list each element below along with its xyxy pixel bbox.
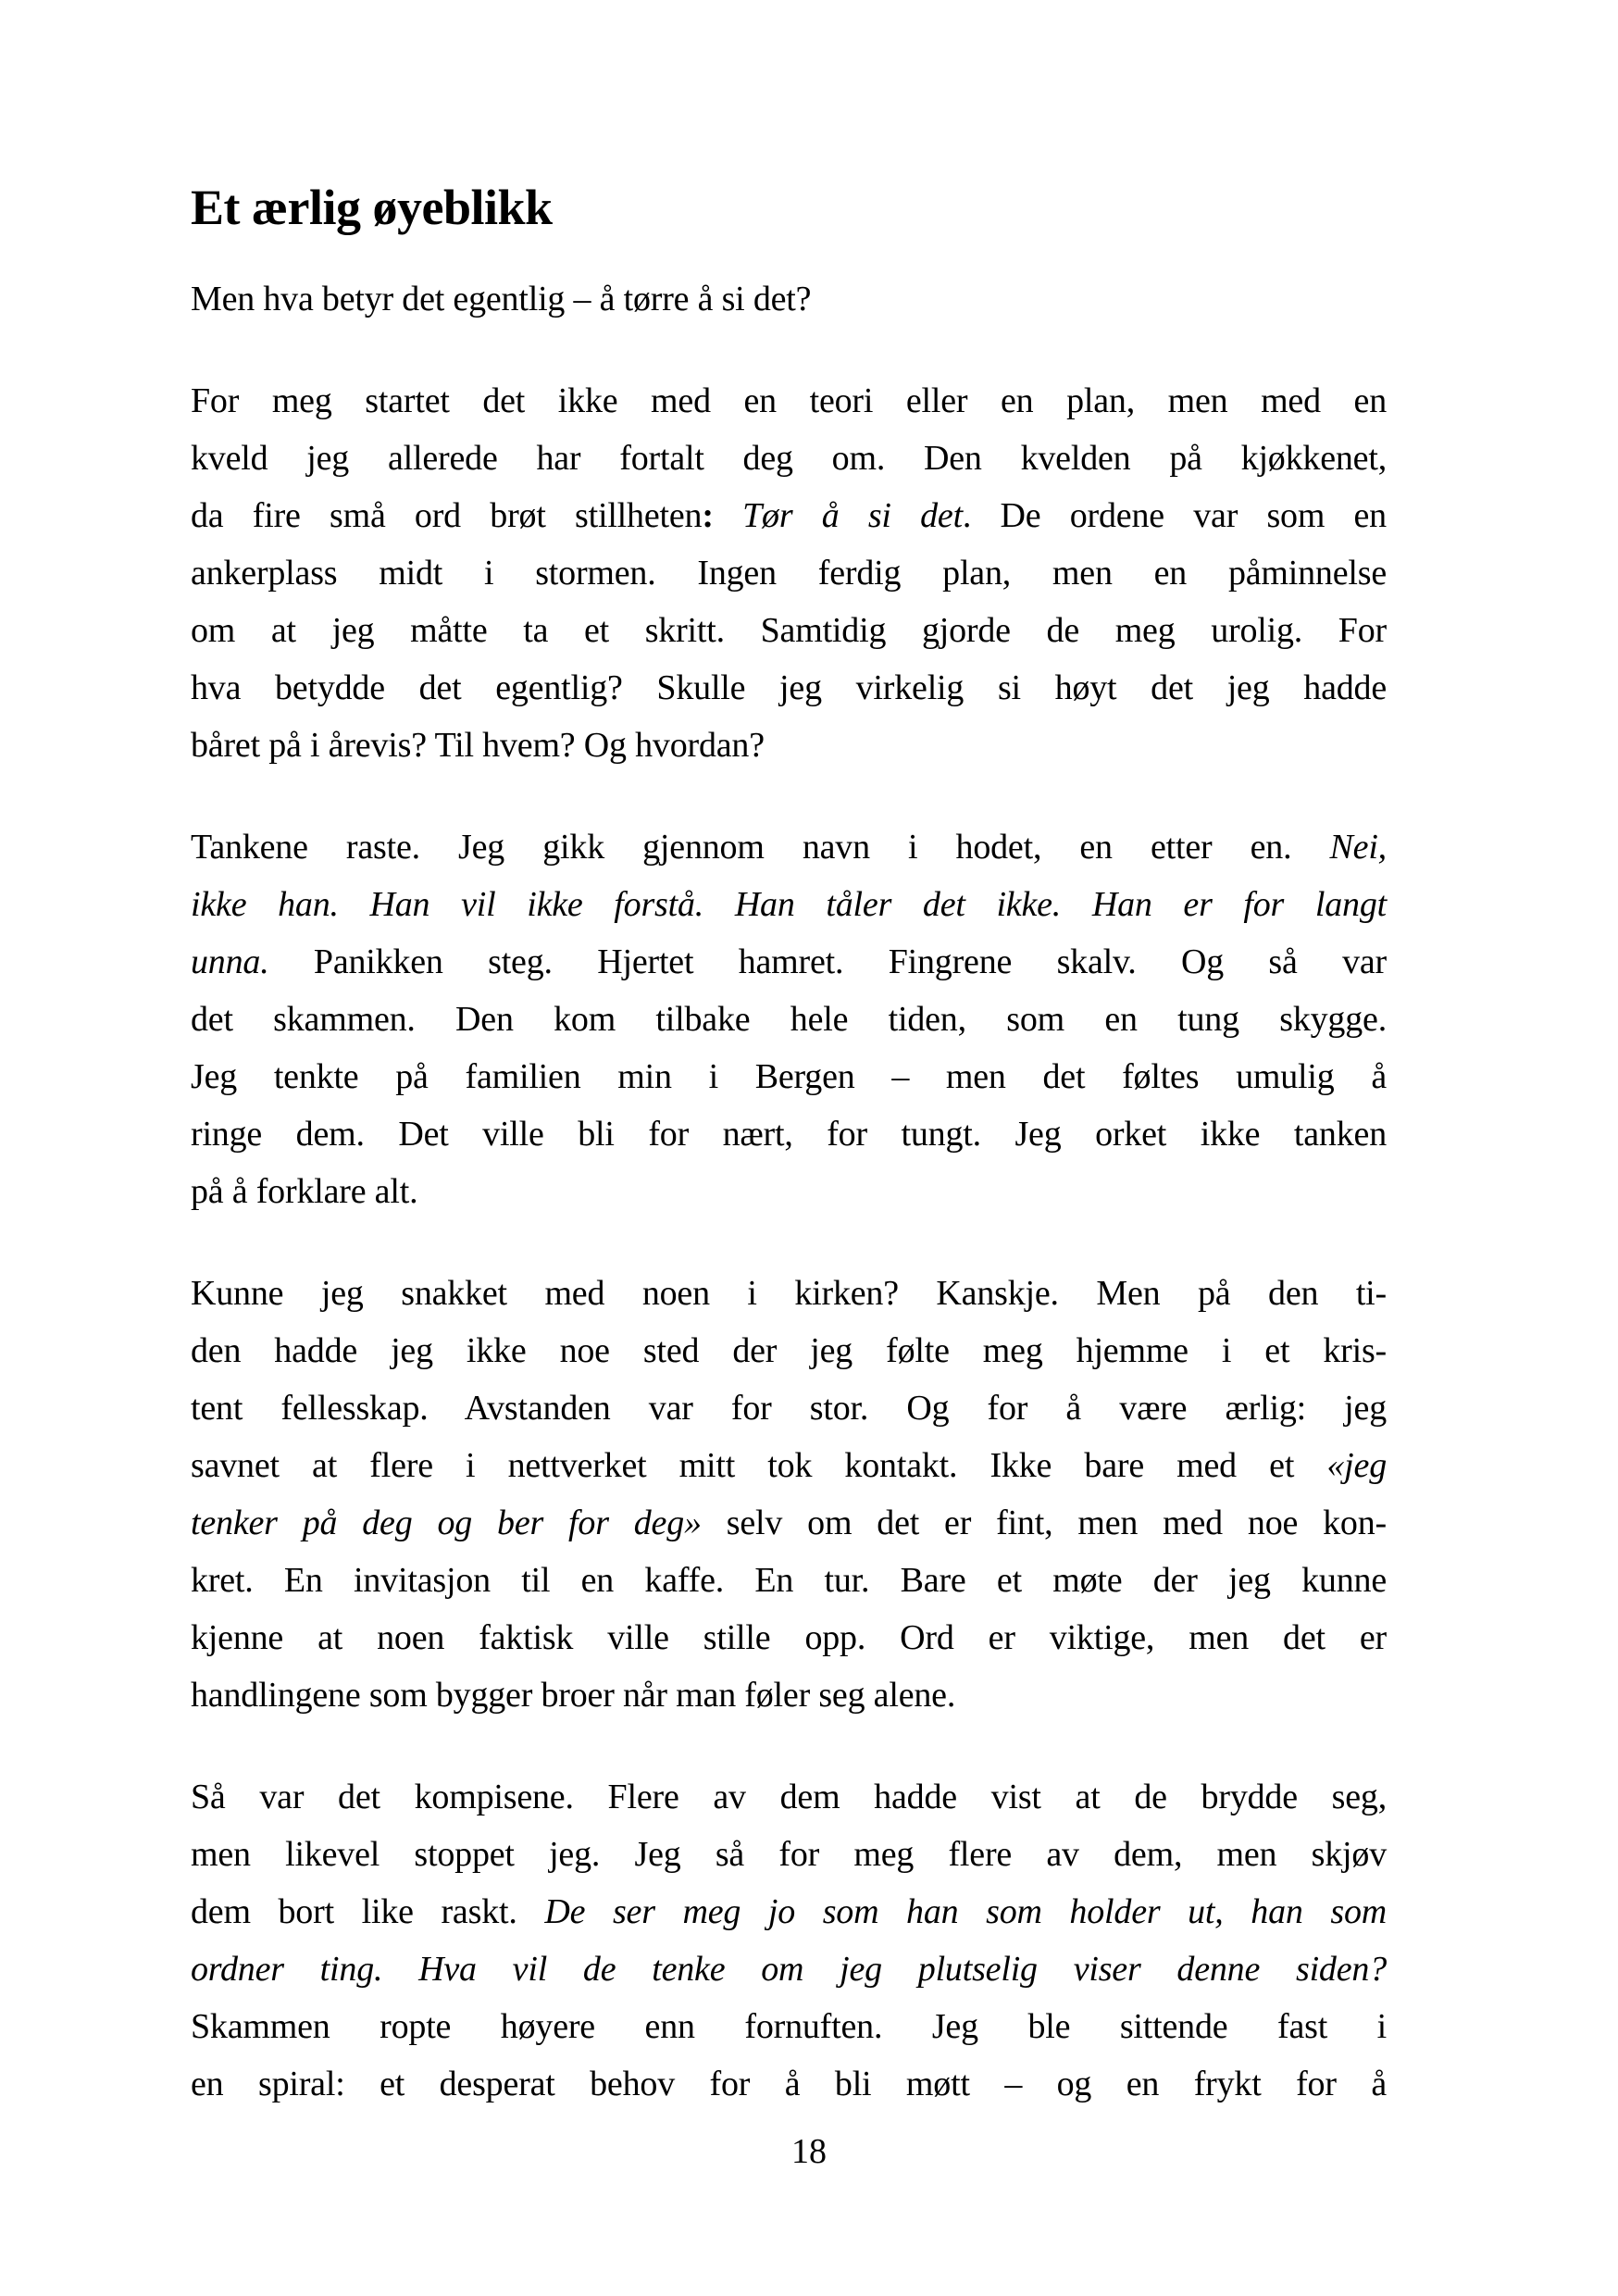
text-line bbox=[191, 1265, 1387, 1322]
regular-text: Kunne jeg snakket med noen i kirken? Kanskje. Men på den ti- bbox=[191, 1274, 1387, 1313]
text-line bbox=[191, 544, 1387, 602]
text-line bbox=[191, 1609, 1387, 1666]
regular-text: Jeg tenkte på familien min i Bergen – men det føltes umulig å bbox=[191, 1057, 1387, 1096]
italic-text: De ser meg jo som han som holder ut, han som bbox=[544, 1892, 1387, 1931]
page-number: 18 bbox=[791, 2132, 827, 2171]
regular-text: den hadde jeg ikke noe sted der jeg følte meg hjemme i et kris- bbox=[191, 1331, 1387, 1370]
regular-text: dem bort like raskt. bbox=[191, 1892, 545, 1931]
text-line bbox=[191, 1494, 1387, 1552]
bold-text: : bbox=[702, 496, 714, 535]
italic-text: ordner ting. Hva vil de tenke om jeg plutselig viser denne siden? bbox=[191, 1950, 1387, 1989]
regular-text: handlingene som bygger broer når man føler seg alene. bbox=[191, 1676, 956, 1715]
text-line bbox=[191, 1379, 1387, 1437]
regular-text: om at jeg måtte ta et skritt. Samtidig gjorde de meg urolig. For bbox=[191, 611, 1387, 650]
text-line bbox=[191, 1437, 1387, 1494]
regular-text: savnet at flere i nettverket mitt tok kontakt. Ikke bare med et bbox=[191, 1446, 1327, 1485]
paragraph bbox=[191, 1768, 1387, 2113]
regular-text: . De ordene var som en bbox=[962, 496, 1387, 535]
regular-text: kjenne at noen faktisk ville stille opp. Ord er viktige, men det er bbox=[191, 1618, 1387, 1657]
regular-text bbox=[714, 496, 742, 535]
italic-text: Nei, bbox=[1329, 828, 1387, 867]
text-line bbox=[191, 659, 1387, 717]
regular-text: ankerplass midt i stormen. Ingen ferdig plan, men en påminnelse bbox=[191, 554, 1387, 593]
text-line bbox=[191, 1883, 1387, 1940]
text-line bbox=[191, 1666, 1387, 1724]
regular-text: For meg startet det ikke med en teori eller en plan, men med en bbox=[191, 381, 1387, 420]
paragraph bbox=[191, 372, 1387, 774]
regular-text: selv om det er fint, men med noe kon- bbox=[701, 1504, 1387, 1542]
regular-text: det skammen. Den kom tilbake hele tiden, som en tung skygge. bbox=[191, 1000, 1387, 1039]
text-line bbox=[191, 2055, 1387, 2113]
italic-text: tenker på deg og ber for deg» bbox=[191, 1504, 702, 1542]
regular-text: Tankene raste. Jeg gikk gjennom navn i hodet, en etter en. bbox=[191, 828, 1330, 867]
regular-text: en spiral: et desperat behov for å bli møtt – og en frykt for å bbox=[191, 2065, 1387, 2103]
text-line bbox=[191, 818, 1387, 876]
paragraph bbox=[191, 1265, 1387, 1724]
body-text bbox=[191, 270, 1387, 2113]
text-line bbox=[191, 1552, 1387, 1609]
text-line bbox=[191, 487, 1387, 544]
text-line bbox=[191, 933, 1387, 991]
regular-text: Men hva betyr det egentlig – å tørre å si det? bbox=[191, 280, 812, 318]
text-line bbox=[191, 430, 1387, 487]
regular-text: hva betydde det egentlig? Skulle jeg virkelig si høyt det jeg hadde bbox=[191, 668, 1387, 707]
paragraph bbox=[191, 270, 1387, 328]
paragraph bbox=[191, 818, 1387, 1220]
chapter-title: Et ærlig øyeblikk bbox=[191, 180, 553, 235]
regular-text: da fire små ord brøt stillheten bbox=[191, 496, 703, 535]
text-line bbox=[191, 1998, 1387, 2055]
regular-text: Så var det kompisene. Flere av dem hadde vist at de brydde seg, bbox=[191, 1778, 1387, 1816]
regular-text: Panikken steg. Hjertet hamret. Fingrene skalv. Og så var bbox=[268, 942, 1387, 981]
regular-text: kveld jeg allerede har fortalt deg om. Den kvelden på kjøkkenet, bbox=[191, 439, 1387, 478]
regular-text: på å forklare alt. bbox=[191, 1172, 418, 1211]
text-line bbox=[191, 876, 1387, 933]
regular-text: kret. En invitasjon til en kaffe. En tur. Bare et møte der jeg kunne bbox=[191, 1561, 1387, 1600]
regular-text: Skammen ropte høyere enn fornuften. Jeg ble sittende fast i bbox=[191, 2007, 1387, 2046]
text-line bbox=[191, 1322, 1387, 1379]
italic-text: unna. bbox=[191, 942, 269, 981]
text-line bbox=[191, 270, 1387, 328]
text-line bbox=[191, 1826, 1387, 1883]
regular-text: tent fellesskap. Avstanden var for stor. Og for å være ærlig: jeg bbox=[191, 1389, 1387, 1428]
regular-text: men likevel stoppet jeg. Jeg så for meg flere av dem, men skjøv bbox=[191, 1835, 1387, 1874]
regular-text: ringe dem. Det ville bli for nært, for tungt. Jeg orket ikke tanken bbox=[191, 1115, 1387, 1154]
italic-text: ikke han. Han vil ikke forstå. Han tåler det ikke. Han er for langt bbox=[191, 885, 1387, 924]
text-line bbox=[191, 991, 1387, 1048]
text-line bbox=[191, 1163, 1387, 1220]
regular-text: båret på i årevis? Til hvem? Og hvordan? bbox=[191, 726, 765, 765]
text-line bbox=[191, 372, 1387, 430]
text-line bbox=[191, 1768, 1387, 1826]
text-column bbox=[191, 178, 1387, 2113]
text-line bbox=[191, 717, 1387, 774]
text-line bbox=[191, 1105, 1387, 1163]
text-line bbox=[191, 1940, 1387, 1998]
italic-text: Tør å si det bbox=[742, 496, 963, 535]
text-line bbox=[191, 1048, 1387, 1105]
text-line bbox=[191, 602, 1387, 659]
italic-text: «jeg bbox=[1326, 1446, 1387, 1485]
